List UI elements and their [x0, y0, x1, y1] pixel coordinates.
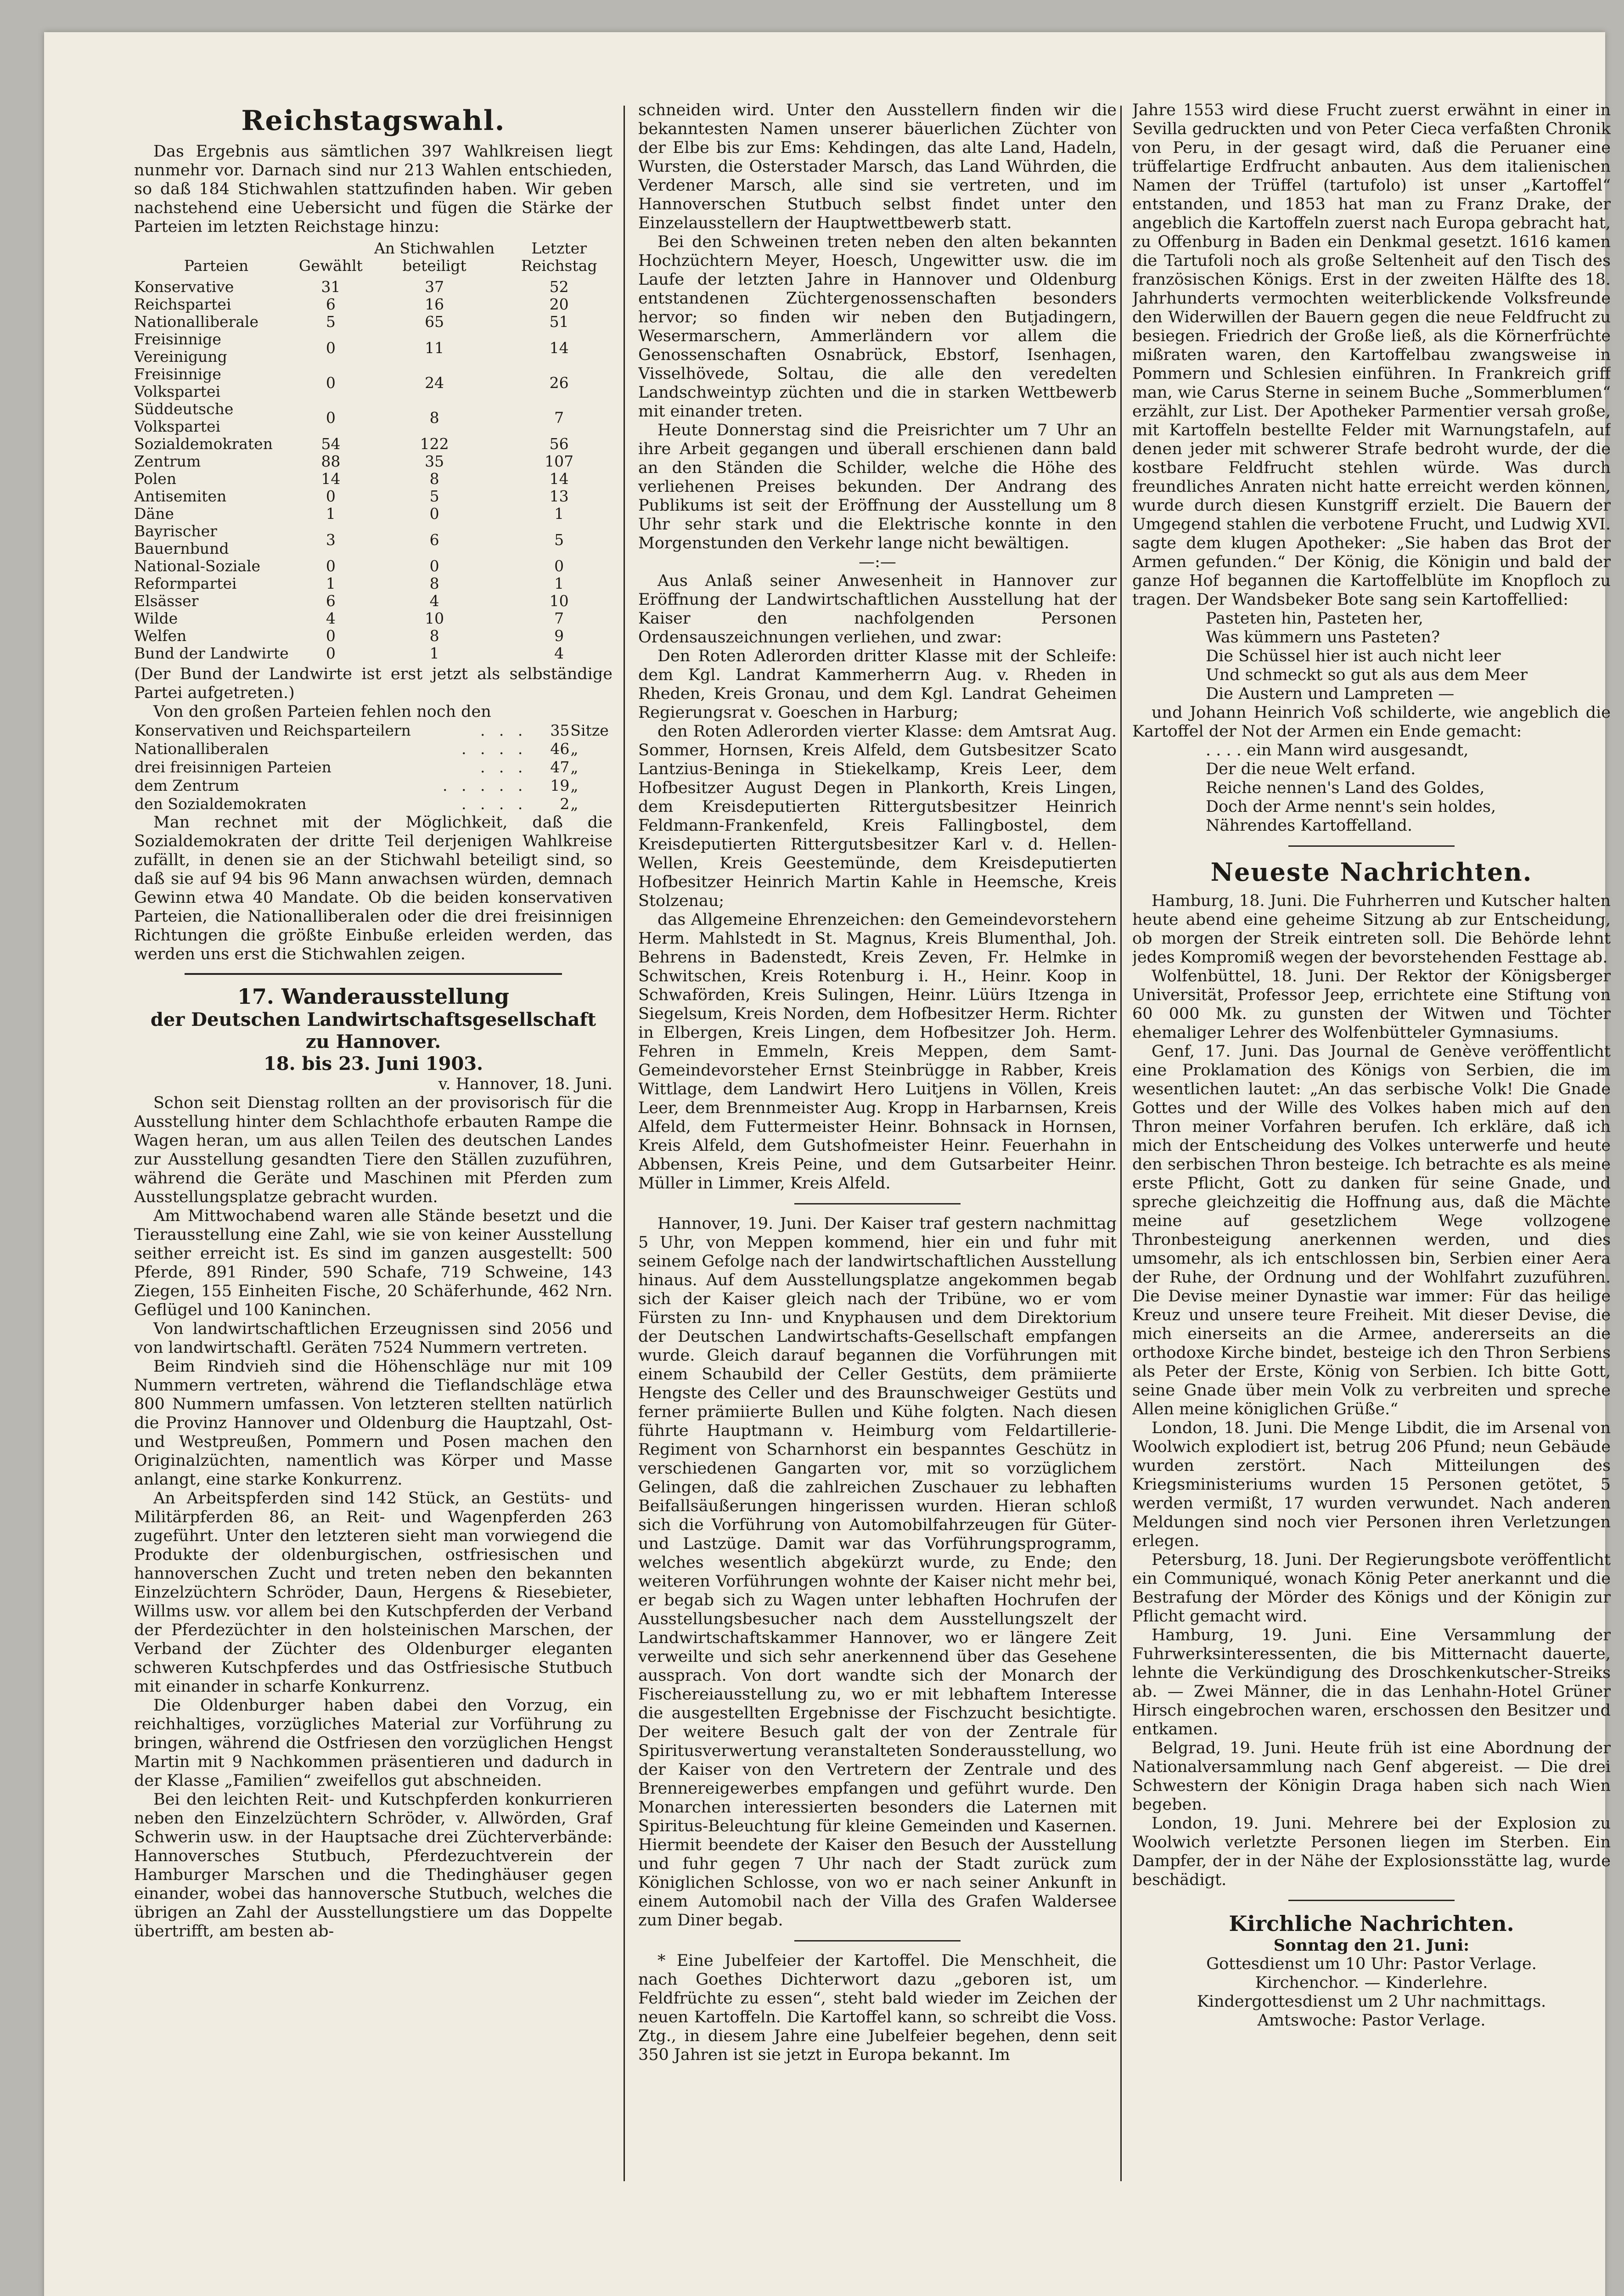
number-cell: 5 [554, 531, 564, 549]
expo-title: 17. Wanderausstellung [237, 984, 510, 1009]
seat-label: Nationalliberalen [135, 740, 269, 758]
number-cell: 52 [549, 278, 569, 296]
number-cell: 1 [326, 574, 336, 592]
number-cell: 0 [326, 644, 336, 662]
seat-count: 47 [550, 758, 570, 776]
article-paragraph: und Johann Heinrich Voß schilderte, wie angeblich die Kartoffel der Not der Armen ein Ende gemacht: [1132, 703, 1611, 741]
news-item: Genf, 17. Juni. Das Journal de Genève veröffentlicht eine Proklamation des Königs von Serbien, die im wesentlichen lautet: „An das serbische Volk! Die Gnade Gottes und der Wille des Volkes haben mich auf den Thron meiner Vorfahren berufen. Ich erkläre, daß ich mich der Entscheidung des Volkes unterwerfe und heute den serbischen Thron besteige. Ich betrachte es als meine erste Pflicht, Gott zu danken für seine Gnade, und spreche gleichzeitig die Hoffnung aus, daß die Mächte meine auf gesetzlichem Wege vollzogene Thronbesteigung anerkennen werden, und dies umsomehr, als ich entschlossen bin, Serbien einer Aera der Ruhe, der Ordnung und der Wohlfahrt zuzuführen. Die Devise meiner Dynastie war immer: Für das heilige Kreuz und unsere teure Freiheit. Mit dieser Devise, die mich einerseits an die Armee, andererseits an die orthodoxe Kirche bindet, besteige ich den Thron Serbiens als Peter der Erste, König von Serbien. Ich bitte Gott, seine Gnade über mein Volk zu verbreiten und spreche Allen meine königlichen Grüße.“ [1132, 1042, 1611, 1418]
election-results-body [134, 278, 613, 662]
table-row [134, 645, 613, 662]
section-divider [1288, 845, 1455, 847]
leader-dots: . . . . . [442, 777, 528, 794]
party-name-cell: Süddeutsche Volkspartei [134, 400, 234, 435]
seat-count: 19 [550, 777, 570, 794]
number-cell: 0 [326, 487, 336, 505]
number-cell: 3 [326, 531, 336, 549]
number-cell: 1 [326, 505, 336, 523]
number-cell: 0 [326, 339, 336, 357]
number-cell: 14 [549, 470, 569, 488]
news-item: Belgrad, 19. Juni. Heute früh ist eine Abordnung der Nationalversammlung nach Genf abgereist. — Die drei Schwestern der Königin Draga haben sich nach Wien begeben. [1132, 1739, 1611, 1814]
number-cell: 0 [326, 374, 336, 392]
article-paragraph: Den Roten Adlerorden dritter Klasse mit der Schleife: dem Kgl. Landrat Kammerherrn Aug. v. Rheden in Rheden, Kreis Gronau, und dem Kgl. Landrat Geheimen Regierungsrat v. Goeschen in Harburg; [638, 647, 1117, 722]
number-cell: 5 [326, 313, 336, 331]
article-paragraph: Heute Donnerstag sind die Preisrichter um 7 Uhr an ihre Arbeit gegangen und überall erschienen dann bald an den Ständen die Schilder, welche die Höhe des verliehenen Preises bekunden. Der Andrang des Publikums ist seit der Eröffnung der Ausstellung um 8 Uhr sehr stark und die Elektrische konnte in den Morgenstunden den Verkehr lange nicht bewältigen. [638, 421, 1117, 552]
party-name-cell: Däne [134, 505, 174, 523]
article-paragraph: An Arbeitspferden sind 142 Stück, an Gestüts- und Militärpferden 86, an Reit- und Wagenpferden 263 zugeführt. Unter den letzteren sieht man vorwiegend die Produkte der oldenburgischen, ostfriesischen und hannoverschen Zucht und treten neben den bekannten Einzelzüchtern Schröder, Daun, Hergens & Riesebieter, Willms usw. vor allem bei den Kutschpferden der Verband der Pferdezüchter in den holsteinischen Marschen, der Verband der Züchter des Oldenburger eleganten schweren Kutschpferdes und das Ostfriesische Stutbuch mit einander in scharfe Konkurrenz. [134, 1489, 613, 1696]
table-row [134, 470, 613, 488]
poem-line: Die Austern und Lampreten — [1206, 685, 1455, 703]
seat-label: den Sozialdemokraten [135, 795, 307, 813]
expo-title-city: zu Hannover. [305, 1031, 441, 1052]
leader-dots: . . . . [461, 795, 528, 813]
article-paragraph: Von landwirtschaftlichen Erzeugnissen sind 2056 und von landwirtschaftl. Geräten 7524 Nummern vertreten. [134, 1320, 613, 1357]
number-cell: 14 [321, 470, 341, 488]
seat-row [134, 740, 613, 758]
poem-line: Die Schüssel hier ist auch nicht leer [1206, 647, 1501, 665]
party-name-cell: Freisinnige Vereinigung [134, 330, 227, 366]
seat-row [134, 777, 613, 795]
church-line: Gottesdienst um 10 Uhr: Pastor Verlage. [1206, 1955, 1537, 1973]
article-paragraph: Beim Rindvieh sind die Höhenschläge nur mit 109 Nummern vertreten, während die Tieflandschläge etwa 800 Nummern umfassen. Von letzteren stellten natürlich die Provinz Hannover und Oldenburg die Hauptzahl, Ost- und Westpreußen, Pommern und Posen machen den Originalzüchten, namentlich was Körper und Masse anlangt, eine starke Konkurrenz. [134, 1357, 613, 1489]
party-name-cell: Welfen [134, 627, 187, 645]
column-rule [624, 106, 625, 2181]
leader-dots: . . . . [461, 740, 528, 758]
article-paragraph: Am Mittwochabend waren alle Stände besetzt und die Tierausstellung eine Zahl, wie sie von keiner Ausstellung seither erreicht ist. Es sind im ganzen ausgestellt: 500 Pferde, 891 Rinder, 590 Schafe, 719 Schweine, 143 Ziegen, 155 Einheiten Fische, 20 Schäferhunde, 462 Nrn. Geflügel und 100 Kaninchen. [134, 1207, 613, 1319]
poem-line: Nährendes Kartoffelland. [1206, 816, 1413, 835]
number-cell: 8 [429, 574, 439, 592]
poem-line: Doch der Arme nennt's sein holdes, [1206, 798, 1496, 816]
poem-line: . . . . ein Mann wird ausgesandt, [1206, 741, 1469, 760]
news-item: Petersburg, 18. Juni. Der Regierungsbote veröffentlicht ein Communiqué, wonach König Peter anerkannt und die Bestrafung der Mörder des Königs und der Königin zur Pflicht gemacht wird. [1132, 1551, 1611, 1626]
news-item: Wolfenbüttel, 18. Juni. Der Rektor der Königsberger Universität, Professor Jeep, errichtete eine Stiftung von 60 000 Mk. zu gunsten der Witwen und Töchter ehemaliger Lehrer des Wolfenbütteler Gymnasiums. [1132, 967, 1611, 1042]
leader-dots: . . . [480, 721, 528, 739]
number-cell: 0 [326, 409, 336, 427]
expo-title-society: der Deutschen Landwirtschaftsgesellschaft [150, 1009, 596, 1030]
expo-dates: 18. bis 23. Juni 1903. [263, 1053, 483, 1075]
seat-unit: „ [570, 795, 579, 813]
table-row [134, 296, 613, 313]
election-intro: Das Ergebnis aus sämtlichen 397 Wahlkreisen liegt nunmehr vor. Darnach sind nur 213 Wahlen entschieden, so daß 184 Stichwahlen stattzufinden haben. Wir geben nachstehend eine Uebersicht und fügen die Stärke der Parteien im letzten Reichstage hinzu: [134, 142, 613, 236]
party-name-cell: Freisinnige Volkspartei [134, 365, 221, 400]
seat-label: drei freisinnigen Parteien [135, 758, 332, 776]
expo-dateline: v. Hannover, 18. Juni. [438, 1075, 613, 1093]
table-header: Gewählt [298, 257, 363, 275]
poem-line: Und schmeckt so gut als aus dem Meer [1206, 666, 1528, 684]
number-cell: 0 [429, 557, 439, 575]
number-cell: 35 [425, 452, 444, 470]
news-item: London, 18. Juni. Die Menge Libdit, die im Arsenal von Woolwich explodiert ist, betrug 206 Pfund; neun Gebäude wurden zerstört. Nach Mitteilungen des Kriegsministeriums wurden 15 Personen getötet, 5 werden vermißt, 17 wurden verwundet. Nach anderen Meldungen sind noch vier Personen ihren Verletzungen erlegen. [1132, 1419, 1611, 1550]
table-row [134, 592, 613, 610]
news-item: Hamburg, 18. Juni. Die Fuhrherren und Kutscher halten heute abend eine geheime Sitzung ab zur Entscheidung, ob morgen der Streik eintreten soll. Die Behörde lehnt jedes Kompromiß wegen der bevorstehenden Festtage ab. [1132, 892, 1611, 967]
seat-count: 35 [550, 721, 570, 739]
number-cell: 54 [321, 435, 341, 453]
poem-stanza [1132, 609, 1611, 703]
missing-seats-body [134, 721, 613, 813]
headline-news: Neueste Nachrichten. [1210, 857, 1533, 887]
party-name-cell: Elsässer [134, 592, 199, 610]
number-cell: 13 [549, 487, 569, 505]
number-cell: 122 [420, 435, 449, 453]
poem-line: Pasteten hin, Pasteten her, [1206, 609, 1423, 628]
article-paragraph: Aus Anlaß seiner Anwesenheit in Hannover zur Eröffnung der Landwirtschaftlichen Ausstellung hat der Kaiser den nachfolgenden Personen Ordensauszeichnungen verliehen, und zwar: [638, 572, 1117, 647]
party-name-cell: Reichspartei [134, 295, 231, 313]
number-cell: 1 [429, 644, 439, 662]
party-name-cell: Konservative [134, 278, 234, 296]
party-name-cell: Zentrum [134, 452, 201, 470]
article-paragraph: schneiden wird. Unter den Ausstellern finden wir die bekanntesten Namen unserer bäuerlichen Züchter von der Elbe bis zur Ems: Kehdingen, das alte Land, Hadeln, Wursten, die Osterstader Marsch, das Land Wührden, die Verdener Marsch, alle sind sie vertreten, und im Hannoverschen Stutbuch selbst findet unter den Einzelausstellern der Hauptwettbewerb statt. [638, 101, 1117, 232]
table-row [134, 278, 613, 296]
table-row [134, 366, 613, 400]
separator: —:— [859, 553, 896, 571]
table-header: Parteien [184, 257, 249, 275]
party-name-cell: Reformpartei [134, 574, 237, 592]
party-name-cell: Antisemiten [134, 487, 227, 505]
table-row [134, 453, 613, 470]
number-cell: 6 [326, 295, 336, 313]
leader-dots: . . . [480, 758, 528, 776]
party-name-cell: Sozialdemokraten [134, 435, 273, 453]
church-line: Kindergottesdienst um 2 Uhr nachmittags. [1197, 1992, 1546, 2011]
table-header: Letzter Reichstag [521, 239, 597, 275]
seat-count: 2 [560, 795, 570, 813]
news-item: Hamburg, 19. Juni. Eine Versammlung der Fuhrwerksinteressenten, die bis Mitternacht dauerte, lehnte die Verkündigung des Droschkenkutscher-Streiks ab. — Zwei Männer, die in das Lenhahn-Hotel Grüner Hirsch eingebrochen waren, erschossen den Besitzer und entkamen. [1132, 1626, 1611, 1739]
church-line: Amtswoche: Pastor Verlage. [1257, 2011, 1486, 2030]
number-cell: 56 [549, 435, 569, 453]
number-cell: 8 [429, 409, 439, 427]
table-note: (Der Bund der Landwirte ist erst jetzt als selbständige Partei aufgetreten.) [134, 665, 613, 702]
article-paragraph: das Allgemeine Ehrenzeichen: den Gemeindevorstehern Herm. Mahlstedt in St. Magnus, Kreis Blumenthal, Joh. Behrens in Badenstedt, Kreis Zeven, Fr. Helmke in Schwitschen, Kreis Rotenburg i. H., Heinr. Koop in Schwaförden, Kreis Sulingen, Heinr. Lüürs Itzenga in Siegelsum, Kreis Norden, dem Hofbesitzer Herm. Richter in Elbergen, Kreis Lingen, dem Hofbesitzer Joh. Herm. Fehren in Emmeln, Kreis Meppen, dem Samt-Gemeindevorsteher Ernst Steinbrügge in Rabber, Kreis Wittlage, dem Landwirt Hero Luitjens in Völlen, Kreis Leer, dem Brennmeister Aug. Kropp in Harbarnsen, Kreis Alfeld, dem Futtermeister Heinr. Bohnsack in Hornsen, Kreis Alfeld, dem Gutshofmeister Heinr. Feuerhahn in Abbensen, Kreis Peine, und dem Gutsarbeiter Heinr. Müller in Limmer, Kreis Alfeld. [638, 911, 1117, 1193]
number-cell: 0 [429, 505, 439, 523]
table-row [134, 400, 613, 435]
number-cell: 24 [425, 374, 444, 392]
church-line: Kirchenchor. — Kinderlehre. [1255, 1974, 1488, 1992]
number-cell: 4 [429, 592, 439, 610]
number-cell: 1 [554, 505, 564, 523]
poem-stanza [1132, 741, 1611, 835]
party-name-cell: Nationalliberale [134, 313, 259, 331]
seat-label: Konservativen und Reichsparteilern [135, 721, 411, 739]
section-divider [1288, 1900, 1455, 1901]
newspaper-page [44, 32, 1611, 2296]
poem-line: Reiche nennen's Land des Goldes, [1206, 779, 1485, 797]
table-row [134, 435, 613, 453]
number-cell: 11 [425, 339, 444, 357]
number-cell: 5 [429, 487, 439, 505]
number-cell: 7 [554, 409, 564, 427]
column-rule [1120, 106, 1122, 2181]
article-paragraph: Bei den leichten Reit- und Kutschpferden konkurrieren neben den Einzelzüchtern Schröder, v. Allwörden, Graf Schwerin usw. in der Hauptsache drei Züchterverbände: Hannoversches Stutbuch, Pferdezuchtverein der Hamburger Marschen und die Thedinghäuser gegen einander, wobei das hannoversche Stutbuch, welches die übrigen an Zahl der Ausstellungstiere um das Doppelte übertrifft, am besten ab- [134, 1790, 613, 1941]
column-left [134, 101, 613, 2186]
seat-row [134, 721, 613, 740]
section-divider [794, 1203, 961, 1204]
number-cell: 65 [425, 313, 444, 331]
number-cell: 16 [425, 295, 444, 313]
seat-label: dem Zentrum [135, 777, 239, 794]
seat-unit: „ [570, 777, 579, 794]
table-row [134, 575, 613, 592]
table-row [134, 488, 613, 505]
number-cell: 1 [554, 574, 564, 592]
table-row [134, 331, 613, 366]
number-cell: 4 [554, 644, 564, 662]
seat-row [134, 795, 613, 813]
party-name-cell: Bund der Landwirte [134, 644, 289, 662]
number-cell: 31 [321, 278, 341, 296]
seat-unit: Sitze [570, 721, 609, 739]
table-row [134, 505, 613, 523]
article-paragraph: Hannover, 19. Juni. Der Kaiser traf gestern nachmittag 5 Uhr, von Meppen kommend, hier ein und fuhr mit seinem Gefolge nach der landwirtschaftlichen Ausstellung hinaus. Auf dem Ausstellungsplatze angekommen begab sich der Kaiser gleich nach der Tribüne, wo er vom Fürsten zu Inn- und Knyphausen und dem Direktorium der Deutschen Landwirtschafts-Gesellschaft empfangen wurde. Gleich darauf begannen die Vorführungen mit einem Schaubild der Celler Gestüts, dem prämiierte Hengste des Celler und des Braunschweiger Gestüts und ferner prämiierte Bullen und Kühe folgten. Nach diesen führte Hauptmann v. Heimburg vom Feldartillerie-Regiment von Scharnhorst ein bespanntes Geschütz in verschiedenen Gangarten vor, mit so vorzüglichem Gelingen, daß die zahlreichen Zuschauer zu lebhaften Beifallsäußerungen hingerissen wurden. Hieran schloß sich die Vorführung von Automobilfahrzeugen für Güter- und Lastzüge. Damit war das Vorführungsprogramm, welches wesentlich abgekürzt wurde, zu Ende; den weiteren Vorführungen wohnte der Kaiser nicht mehr bei, er begab sich zu Wagen unter lebhaften Hochrufen der Ausstellungsbesucher nach dem Ausstellungszelt der Landwirtschaftskammer Hannover, wo er längere Zeit verweilte und sich sehr anerkennend über das Gesehene aussprach. Von dort wandte sich der Monarch der Fischereiausstellung zu, wo er mit lebhaftem Interesse die ausgestellten Ergebnisse der Fischzucht besichtigte. Der weitere Besuch galt der von der Zentrale für Spiritusverwertung veranstalteten Sonderausstellung, wo der Kaiser von den Vertretern der Zentrale und des Brennereigewerbes empfangen und geführt wurde. Den Monarchen interessierten besonders die Laternen mit Spiritus-Beleuchtung für kleine Gemeinden und Kasernen. Hiermit beendete der Kaiser den Besuch der Ausstellung und fuhr gegen 7 Uhr nach der Stadt zurück zum Königlichen Schlosse, von wo er nach seiner Ankunft in einem Automobil nach der Villa des Grafen Waldersee zum Diner begab. [638, 1215, 1117, 1930]
number-cell: 6 [326, 592, 336, 610]
table-row [134, 557, 613, 575]
number-cell: 8 [429, 470, 439, 488]
seats-intro: Von den großen Parteien fehlen noch den [153, 703, 491, 721]
table-row [134, 610, 613, 627]
article-paragraph: Die Oldenburger haben dabei den Vorzug, ein reichhaltiges, vorzügliches Material zur Vorführung zu bringen, während die Ostfriesen den vorzüglichen Hengst Martin mit 9 Nachkommen präsentieren und dadurch in der Klasse „Familien“ zweifellos gut abschneiden. [134, 1696, 613, 1790]
party-name-cell: Polen [134, 470, 177, 488]
seat-count: 46 [550, 740, 570, 758]
number-cell: 0 [326, 627, 336, 645]
article-paragraph: Jahre 1553 wird diese Frucht zuerst erwähnt in einer in Sevilla gedruckten und von Peter Cieca verfaßten Chronik von Peru, in der gesagt wird, daß die Peruaner eine trüffelartige Erdfrucht anbauten. Aus dem italienischen Namen der Trüffel (tartufolo) ist unser „Kartoffel“ entstanden, und 1853 hat man zu Franz Drake, der angeblich die Kartoffeln zuerst nach Europa gebracht hat, zu Offenburg in Baden ein Denkmal gesetzt. 1616 kamen die Tartufoli noch als große Seltenheit auf den Tisch des französischen Königs. Erst in der zweiten Hälfte des 18. Jahrhunderts vermochten weiterblickende Volksfreunde den Widerwillen der Bauern gegen die neue Feldfrucht zu besiegen. Friedrich der Große ließ, als die Körnerfrüchte mißraten waren, den Kartoffelbau zwangsweise in Pommern und Schlesien einführen. In Frankreich griff man, wie Carus Sterne in seinem Buche „Sommerblumen“ erzählt, zur List. Der Apotheker Parmentier versah große, mit Kartoffeln bestellte Felder mit Warnungstafeln, auf denen jeder mit schwerer Strafe bedroht wurde, der die kostbare Feldfrucht stehlen würde. Was durch freundliches Anraten nicht hatte erreicht werden können, wurde durch diesen Kunstgriff erzielt. Die Bauern der Umgegend stahlen die verbotene Frucht, und Ludwig XVI. sagte dem klugen Apotheker: „Sie haben das Brot der Armen gefunden.“ Der König, die Königin und bald der ganze Hof begannen die Kartoffelblüte im Knopfloch zu tragen. Der Wandsbeker Bote sang sein Kartoffellied: [1132, 101, 1611, 609]
election-outro: Man rechnet mit der Möglichkeit, daß die Sozialdemokraten der dritte Teil derjenigen Wahlkreise zufällt, in denen sie an der Stichwahl beteiligt sind, so daß sie auf 94 bis 96 Mann anwachsen würden, demnach Gewinn etwa 40 Mandate. Ob die beiden konservativen Parteien, die Nationalliberalen oder die drei freisinnigen Richtungen die größte Einbuße erleiden werden, das werden uns erst die Stichwahlen zeigen. [134, 813, 613, 963]
number-cell: 107 [545, 452, 574, 470]
table-row [134, 313, 613, 331]
number-cell: 10 [425, 609, 444, 627]
seat-unit: „ [570, 740, 579, 758]
missing-seats-table [134, 721, 613, 813]
party-name-cell: Wilde [134, 609, 178, 627]
number-cell: 0 [554, 557, 564, 575]
number-cell: 9 [554, 627, 564, 645]
number-cell: 14 [549, 339, 569, 357]
number-cell: 10 [549, 592, 569, 610]
headline-reichstagswahl: Reichstagswahl. [241, 105, 506, 137]
article-paragraph: Bei den Schweinen treten neben den alten bekannten Hochzüchtern Meyer, Hoesch, Ungewitter usw. die im Laufe der letzten Jahre in Hannover und Oldenburg entstandenen Züchtergenossenschaften besonders hervor; so finden wir neben den Butjadingern, Wesermarschern, Ammerländern vor allem die Genossenschaften Osnabrück, Ebstorf, Isenhagen, Visselhövede, Soltau, die alle den veredelten Landschweintyp züchten und die in starken Wettbewerb mit einander treten. [638, 233, 1117, 421]
number-cell: 4 [326, 609, 336, 627]
seat-row [134, 758, 613, 777]
number-cell: 26 [549, 374, 569, 392]
number-cell: 6 [429, 531, 439, 549]
poem-line: Was kümmern uns Pasteten? [1206, 628, 1440, 647]
number-cell: 8 [429, 627, 439, 645]
party-name-cell: Bayrischer Bauernbund [134, 522, 229, 557]
column-right [1132, 101, 1611, 2186]
column-middle [638, 101, 1117, 2186]
table-header-row [134, 239, 613, 278]
article-paragraph: * Eine Jubelfeier der Kartoffel. Die Menschheit, die nach Goethes Dichterwort dazu „geboren ist, um Feldfrüchte zu essen“, steht bald wieder im Zeichen der neuen Kartoffeln. Die Kartoffel kann, so schreibt die Voss. Ztg., in diesem Jahre eine Jubelfeier begehen, denn seit 350 Jahren ist sie jetzt in Europa bekannt. Im [638, 1952, 1117, 2064]
seat-unit: „ [570, 758, 579, 776]
section-divider [185, 973, 562, 975]
church-sunday: Sonntag den 21. Juni: [1273, 1936, 1470, 1955]
section-divider [794, 1940, 961, 1941]
number-cell: 0 [326, 557, 336, 575]
headline-church: Kirchliche Nachrichten. [1229, 1911, 1514, 1936]
news-item: London, 19. Juni. Mehrere bei der Explosion zu Woolwich verletzte Personen liegen im Sterben. Ein Dampfer, der in der Nähe der Explosionsstätte lag, wurde beschädigt. [1132, 1814, 1611, 1889]
poem-line: Der die neue Welt erfand. [1206, 760, 1416, 778]
election-results-table [134, 239, 613, 662]
table-row [134, 523, 613, 557]
party-name-cell: National-Soziale [134, 557, 261, 575]
article-paragraph: den Roten Adlerorden vierter Klasse: dem Amtsrat Aug. Sommer, Hornsen, Kreis Alfeld, dem Gutsbesitzer Scato Lantzius-Beninga in Stiekelkamp, Kreis Leer, dem Hofbesitzer August Degen in Plankorth, Kreis Lingen, dem Kreisdeputierten Rittergutsbesitzer Heinrich Feldmann-Frankenfeld, Kreis Fallingbostel, dem Kreisdeputierten Rittergutsbesitzer Karl v. d. Hellen-Wellen, Kreis Geestemünde, dem Kreisdeputierten Hofbesitzer Heinrich Martin Kahle in Heemsche, Kreis Stolzenau; [638, 722, 1117, 910]
table-row [134, 627, 613, 645]
number-cell: 7 [554, 609, 564, 627]
table-header: An Stichwahlen beteiligt [374, 239, 495, 275]
number-cell: 37 [425, 278, 444, 296]
number-cell: 88 [321, 452, 341, 470]
number-cell: 51 [549, 313, 569, 331]
number-cell: 20 [549, 295, 569, 313]
article-paragraph: Schon seit Dienstag rollten an der provisorisch für die Ausstellung hinter dem Schlachthofe erbauten Rampe die Wagen heran, um aus allen Teilen des deutschen Landes zur Ausstellung gesandten Tiere den Ställen zuzuführen, während die Geräte und Maschinen mit Pferden zum Ausstellungsplatze gebracht wurden. [134, 1094, 613, 1206]
